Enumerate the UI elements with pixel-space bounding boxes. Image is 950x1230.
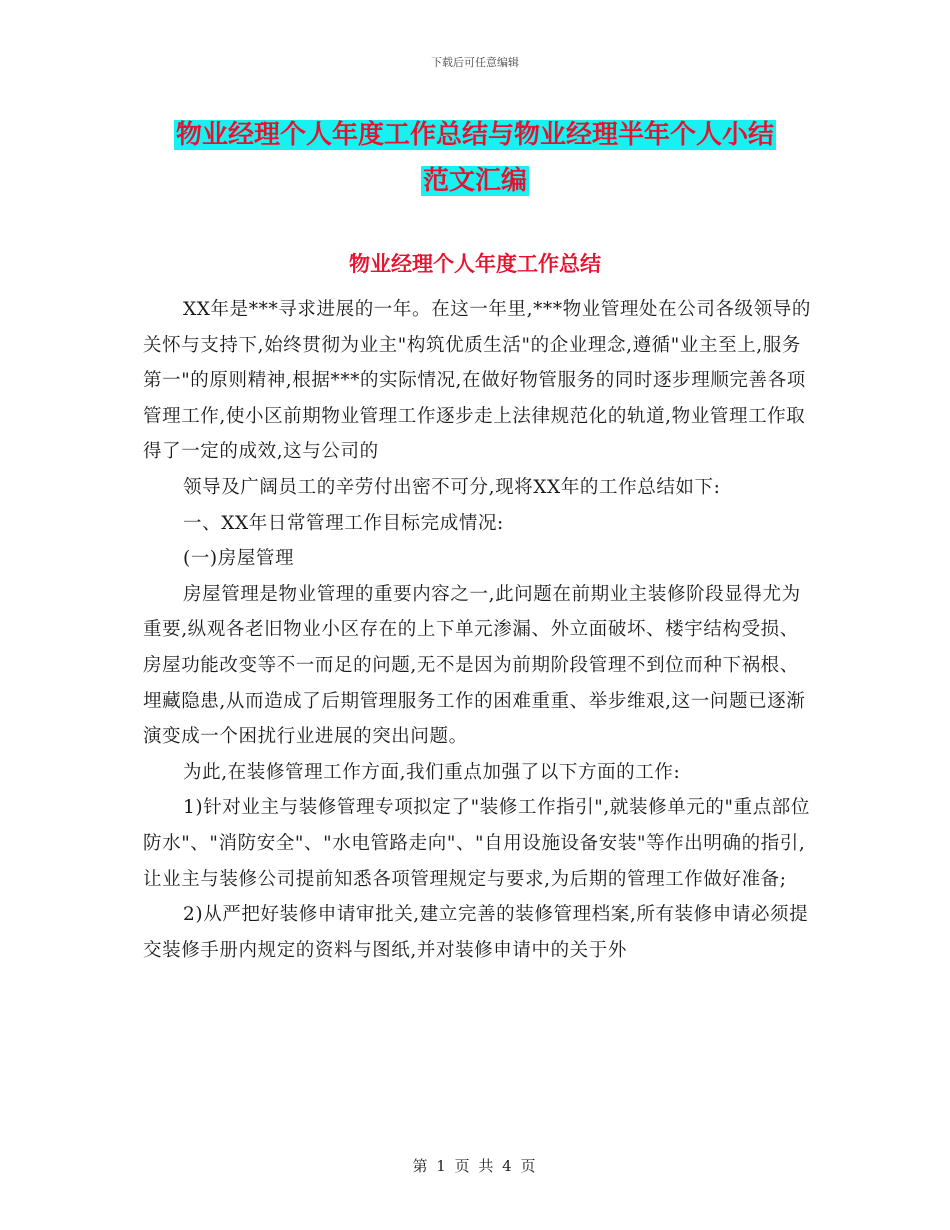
title-line-2: 范文汇编	[422, 166, 527, 196]
heading-subsection-1: (一)房屋管理	[183, 548, 295, 570]
page-footer: 第 1 页 共 4 页	[412, 1157, 538, 1175]
paragraph-intro: XX年是***寻求进展的一年。在这一年里,***物业管理处在公司各级领导的关怀与支持下,始终贯彻为业主"构筑优质生活"的企业理念,遵循"业主至上,服务第一"的原则精神,根据***的实际情况,在做好物管服务的同时逐步理顺完善各项管理工作,使小区前期物业管理工作逐步走上法律规范化的轨道,物业管理工作取得了一定的成效,这与公司的	[143, 299, 811, 463]
paragraph-housing: 房屋管理是物业管理的重要内容之一,此问题在前期业主装修阶段显得尤为重要,纵观各老旧物业小区存在的上下单元渗漏、外立面破坏、楼宇结构受损、房屋功能改变等不一而足的问题,无不是因为前期阶段管理不到位而种下祸根、埋藏隐患,从而造成了后期管理服务工作的困难重重、举步维艰,这一问题已逐渐演变成一个困扰行业进展的突出问题。	[143, 583, 806, 748]
section-title: 物业经理个人年度工作总结	[349, 252, 601, 276]
document-title	[0, 112, 950, 204]
paragraph-item-2: 2)从严把好装修申请审批关,建立完善的装修管理档案,所有装修申请必须提交装修手册内规定的资料与图纸,并对装修申请中的关于外	[143, 904, 809, 961]
title-line-1: 物业经理个人年度工作总结与物业经理半年个人小结	[175, 120, 774, 150]
heading-section-1: 一、XX年日常管理工作目标完成情况:	[183, 512, 504, 534]
header-note: 下载后可任意编辑	[431, 56, 519, 69]
document-body	[143, 292, 815, 968]
paragraph-item-1: 1)针对业主与装修管理专项拟定了"装修工作指引",就装修单元的"重点部位防水"、"消防安全"、"水电管路走向"、"自用设施设备安装"等作出明确的指引,让业主与装修公司提前知悉各项管理规定与要求,为后期的管理工作做好准备;	[143, 797, 810, 890]
paragraph-summary-lead: 领导及广阔员工的辛劳付出密不可分,现将XX年的工作总结如下:	[183, 476, 721, 498]
paragraph-renovation-lead: 为此,在装修管理工作方面,我们重点加强了以下方面的工作:	[183, 761, 681, 783]
